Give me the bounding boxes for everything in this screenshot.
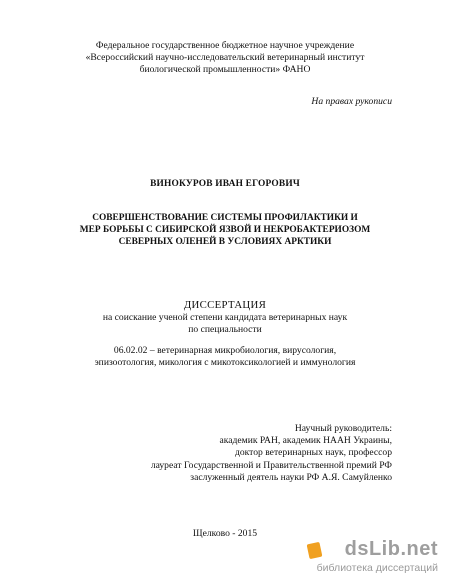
dslib-watermark	[294, 538, 444, 578]
dissertation-title	[50, 212, 400, 248]
degree-line: по специальности	[188, 324, 262, 335]
advisor-line: заслуженный деятель науки РФ А.Я. Самуйленко	[190, 471, 392, 483]
degree-info	[60, 312, 390, 336]
advisor-line: лауреат Государственной и Правительственной премий РФ	[150, 459, 392, 471]
advisor-line: Научный руководитель:	[294, 423, 392, 434]
title-line: СОВЕРШЕНСТВОВАНИЕ СИСТЕМЫ ПРОФИЛАКТИКИ И	[92, 213, 358, 223]
institution-header	[60, 40, 390, 77]
specialty-line: эпизоотология, микология с микотоксикологией и иммунология	[94, 357, 356, 368]
city-year: Щелково - 2015	[192, 528, 258, 539]
specialty-line: 06.02.02 – ветеринарная микробиология, вирусология,	[113, 345, 337, 356]
scientific-advisor	[72, 423, 392, 484]
advisor-line: доктор ветеринарных наук, профессор	[234, 447, 392, 459]
author-name: ВИНОКУРОВ ИВАН ЕГОРОВИЧ	[150, 179, 300, 189]
degree-line: на соискание ученой степени кандидата ветеринарных наук	[102, 312, 348, 323]
header-line: биологической промышленности» ФАНО	[139, 64, 311, 76]
document-type: ДИССЕРТАЦИЯ	[183, 299, 267, 311]
watermark-tagline: библиотека диссертаций	[316, 562, 438, 574]
specialty-info	[40, 345, 410, 369]
header-line: «Всероссийский научно-исследовательский ветеринарный институт	[85, 52, 365, 64]
advisor-line: академик РАН, академик НААН Украины,	[219, 435, 392, 447]
title-line: МЕР БОРЬБЫ С СИБИРСКОЙ ЯЗВОЙ И НЕКРОБАКТЕРИОЗОМ	[79, 225, 371, 235]
title-line: СЕВЕРНЫХ ОЛЕНЕЙ В УСЛОВИЯХ АРКТИКИ	[118, 237, 332, 247]
manuscript-rights-note: На правах рукописи	[311, 96, 392, 107]
header-line: Федеральное государственное бюджетное научное учреждение	[95, 40, 355, 51]
watermark-logo: dsLib.net	[344, 538, 438, 560]
book-icon	[307, 542, 323, 559]
